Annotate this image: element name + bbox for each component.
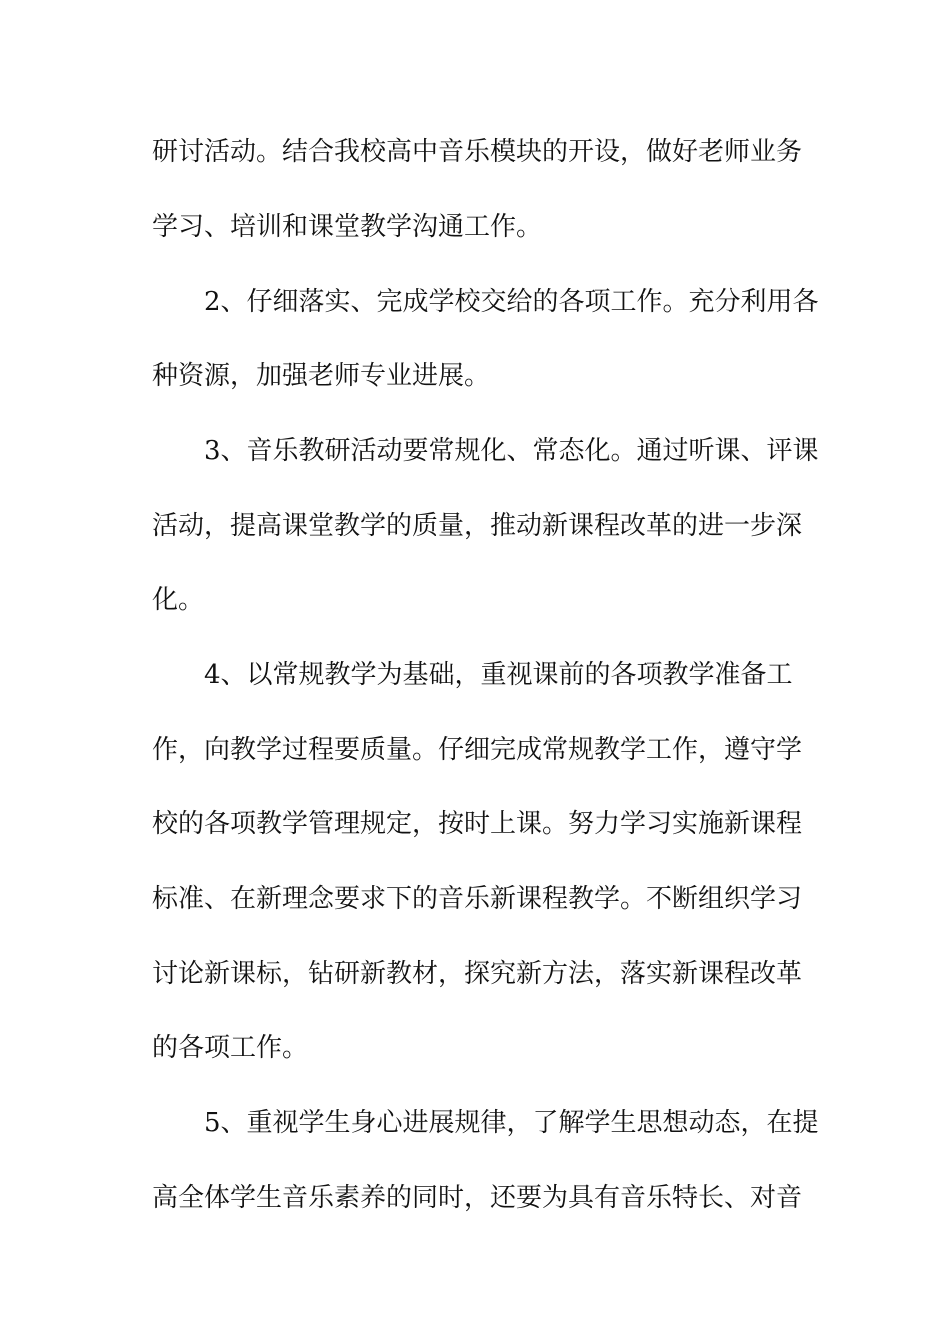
text-line: 讨论新课标，钻研新教材，探究新方法，落实新课程改革 bbox=[152, 959, 803, 989]
text-line: 作，向教学过程要质量。仔细完成常规教学工作，遵守学 bbox=[152, 735, 803, 765]
text-line: 活动，提高课堂教学的质量，推动新课程改革的进一步深 bbox=[152, 511, 803, 541]
paragraph-3-start: 3、音乐教研活动要常规化、常态化。通过听课、评课 bbox=[204, 436, 819, 466]
text-line: 校的各项教学管理规定，按时上课。努力学习实施新课程 bbox=[152, 809, 803, 839]
paragraph-2-start: 2、仔细落实、完成学校交给的各项工作。充分利用各 bbox=[204, 287, 819, 317]
paragraph-5-start: 5、重视学生身心进展规律，了解学生思想动态，在提 bbox=[204, 1108, 819, 1138]
text-line: 种资源，加强老师专业进展。 bbox=[152, 361, 491, 391]
paragraph-4-start: 4、以常规教学为基础，重视课前的各项教学准备工 bbox=[204, 660, 793, 690]
text-line: 化。 bbox=[152, 585, 205, 615]
text-line: 研讨活动。结合我校高中音乐模块的开设，做好老师业务 bbox=[152, 137, 803, 167]
text-line: 的各项工作。 bbox=[152, 1033, 309, 1063]
text-line: 学习、培训和课堂教学沟通工作。 bbox=[152, 212, 543, 242]
text-line: 标准、在新理念要求下的音乐新课程教学。不断组织学习 bbox=[152, 884, 803, 914]
text-line: 高全体学生音乐素养的同时，还要为具有音乐特长、对音 bbox=[152, 1183, 803, 1213]
